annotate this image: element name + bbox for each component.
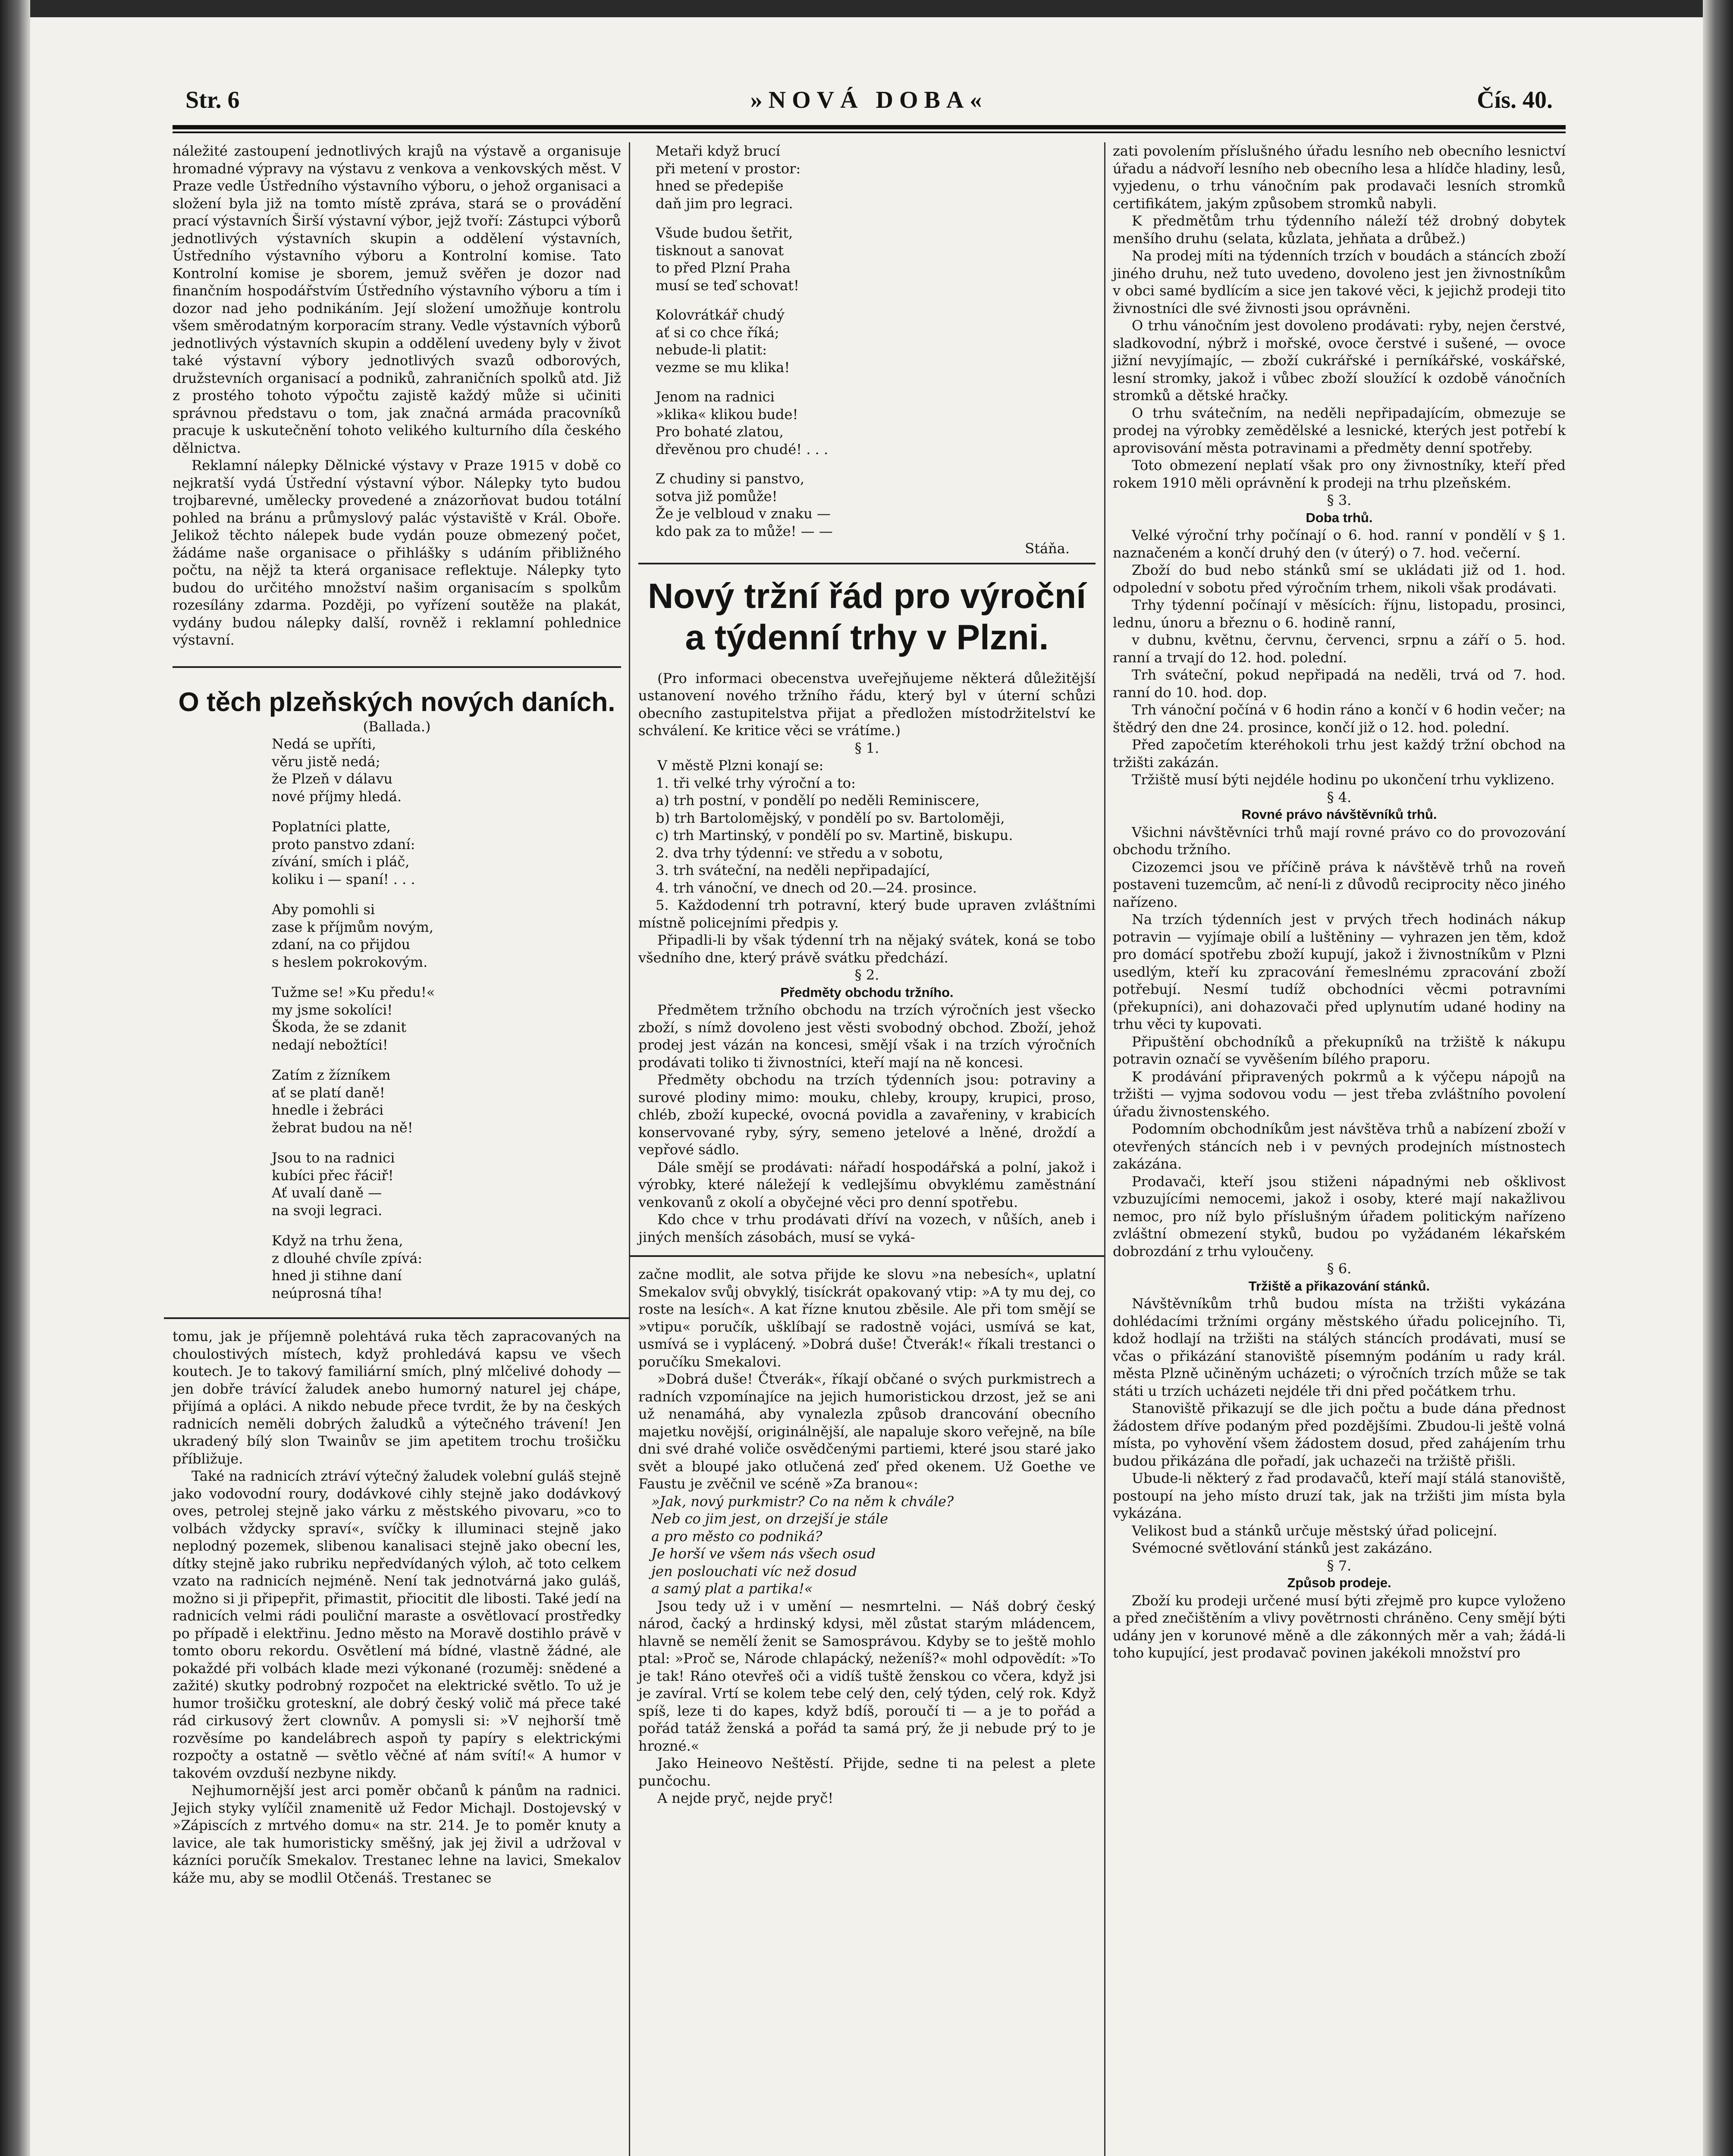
article-paragraph: Prodavači, kteří jsou stiženi nápadnými neb ošklivost vzbuzujícími nemocemi, jakož i osoby, které mají nakažlivou nemoc, pro níž bylo příslušným úřadem politickým nařízeno zvláštní obmezení styků, budou po vyžádaném lékařském dobrozdání z trhu vyloučeny. <box>1113 1173 1566 1260</box>
poem-line: Zatím z žízníkem <box>272 1067 391 1083</box>
newspaper-title: »NOVÁ DOBA« <box>750 87 988 113</box>
poem-line: dřevěnou pro chudé! . . . <box>656 441 829 458</box>
column-2 <box>638 142 1096 1807</box>
article-paragraph: Trh vánoční počíná v 6 hodin ráno a končí v 6 hodin večer; na štědrý den dne 24. prosince, končí již o 12. hod. polední. <box>1113 702 1566 736</box>
poem-stanza <box>272 901 621 971</box>
article-paragraph: Velké výroční trhy počínají o 6. hod. ranní v pondělí v § 1. naznačeném a končí druhý den (v úterý) o 7. hod. večerní. <box>1113 527 1566 561</box>
goethe-quote <box>638 1493 1096 1598</box>
page-header <box>173 78 1566 121</box>
scan-edge-left <box>0 0 30 2156</box>
article-paragraph: Dále smějí se prodávati: nářadí hospodářská a polní, jakož i výrobky, které náležejí k vedlejšímu obvyklému zaměstnání venkovanů z okolí a obyčejné věci pro denní spotřebu. <box>638 1159 1096 1210</box>
quote-line: a pro město co podniká? <box>651 1528 823 1545</box>
poem-stanza <box>272 1232 621 1302</box>
quote-line: Je horší ve všem nás všech osud <box>651 1545 876 1562</box>
section-title: Předměty obchodu tržního. <box>780 984 954 1000</box>
quote-line: jen poslouchati víc než dosud <box>651 1563 857 1579</box>
article-paragraph: Stanoviště přikazují se dle jich počtu a bude dána přednost žádostem dříve podaným před pozdějšími. Zbudou-li ještě volná místa, po vyhovění všem žádostem dosud, před zahájením trhu budou přikázána dle pořadí, jak uchazeči na tržiště přišli. <box>1113 1400 1566 1469</box>
poem-stanza <box>272 735 621 805</box>
article-paragraph: Připuštění obchodníků a překupníků na tržiště k nákupu potravin označí se vyvěšením bílého praporu. <box>1113 1033 1566 1067</box>
article-paragraph: Před započetím kteréhokoli trhu jest každý tržní obchod na tržišti zakázán. <box>1113 736 1566 771</box>
ballad-continuation <box>638 142 1096 540</box>
article-paragraph: Také na radnicích ztráví výtečný žaludek volební guláš stejně jako vodovodní roury, dodávkové cihly stejně jako dodávkový oves, petrolej stejně jako várku z městského pivovaru, »co to volbách vždycky spraví«, svíčky k illuminaci stejně jako neplodný pozemek, slibenou kanalisaci stejně jako obecní les, dítky stejně jako rubriku nepředvídaných výloh, ač toto celkem vzato na radnicích nejméně. Není tak jednotvárná jako guláš, možno si ji připepřit, přimastit, přiocitit dle libosti. Také jedí na radnicích velmi rádi pouliční maraste a osvětlovací prostředky po případě i elektřinu. Jedno město na Moravě dostihlo právě v tomto oboru rekordu. Osvětlení má bídné, vlastně žádné, ale pokaždé při volbách klade mezi výkonané (rozuměj: snědené a zažité) skutky podrobný rozpočet na elektrické světlo. To už je humor trošičku groteskní, ale dobrý český volič má přece také rád cirkusový žert clownův. A pomysli si: »V nejhorší tmě rozvěsíme po kandelábrech aspoň ty papíry s elektrickými rozpočty a ostatně — světlo věčné ať nám svítí!« A humor v takovém ovzduší nezbyne nikdy. <box>173 1468 621 1781</box>
poem-line: vezme se mu klika! <box>656 359 790 376</box>
poem-line: musí se teď schovat! <box>656 277 799 294</box>
section-title: Způsob prodeje. <box>1287 1575 1391 1590</box>
section-rule <box>164 1315 630 1319</box>
quote-line: »Jak, nový purkmistr? Co na něm k chvále? <box>651 1493 954 1510</box>
article-paragraph: Trhy týdenní počínají v měsících: říjnu, listopadu, prosinci, lednu, únoru a březnu o 6. hodině ranní, <box>1113 597 1566 631</box>
article-paragraph: Reklamní nálepky Dělnické výstavy v Praze 1915 v době co nejkratší vydá Ústřední výstavní výbor. Nálepky tyto budou trojbarevné, umělecky provedené a znázorňovat budou totální pohled na bránu a průmyslový palác výstaviště v Král. Oboře. Jelikož těchto nálepek bude vydán pouze obmezený počet, žádáme naše organisace o přihlášky s udáním přibližného počtu, na nějž ta která organisace reflektuje. Nálepky tyto budou do určitého množství našim organisacím s spolkům rozesílány zdarma. Později, po vyřízení soutěže na plakát, vydány budou nálepky další, rovněž i reklamní pohlednice výstavní. <box>173 457 621 648</box>
poem-stanza <box>656 142 1096 212</box>
poem-line: Metaři když brucí <box>656 143 780 159</box>
column-3 <box>1113 142 1566 1662</box>
article-paragraph: O trhu svátečním, na neděli nepřipadajícím, obmezuje se prodej na výrobky zemědělské a lesnické, kterých jest potřebí k aprovisování města potravinami a předměty denní spotřeby. <box>1113 404 1566 456</box>
section-rule <box>638 560 1096 564</box>
poem-line: Jenom na radnici <box>656 389 775 405</box>
page-number: Str. 6 <box>185 87 240 113</box>
poem-line: Pro bohaté zlatou, <box>656 423 784 440</box>
poem-line: to před Plzní Praha <box>656 260 791 276</box>
scan-edge-right <box>1703 0 1733 2156</box>
article-paragraph: Na trzích týdenních jest v prvých třech hodinách nákup potravin — vyjímaje obilí a luštěniny — vyhrazen jen těm, kdož pro domácí spotřebu zboží kupují, jakož i živnostníkům v Plzni usedlým, kteří ku zpracování řemeslnému zpracování zboží potřebují. Nesmí tudíž obchodníci věcmi potravními (překupníci), ani dohazovači před uplynutím udané hodiny na trhu věci ty kupovati. <box>1113 911 1566 1032</box>
section-title: Doba trhů. <box>1306 510 1373 525</box>
article-paragraph: Svémocné světlování stánků jest zakázáno. <box>1132 1540 1433 1556</box>
ballad-poem <box>173 735 621 1302</box>
article-paragraph: K prodávání připravených pokrmů a k výčepu nápojů na tržišti — vyjma sodovou vodu — jest třeba zvláštního povolení úřadu živnostenského. <box>1113 1068 1566 1120</box>
poem-stanza <box>272 818 621 888</box>
poem-line: Škoda, že se zdanit <box>272 1019 407 1035</box>
poem-line: Ať uvalí daně — <box>272 1185 382 1201</box>
poem-line: Jsou to na radnici <box>272 1150 395 1166</box>
ballad-subtitle: (Ballada.) <box>363 718 431 735</box>
poem-line: Kolovrátkář chudý <box>656 307 785 323</box>
article-paragraph: zati povolením příslušného úřadu lesního neb obecního lesnictví úřadu a nádvoří lesního neb obecního lesa a hlídče hladiny, lesů, vyjedenu, o trhu vánočním pak prodavači lesních stromků certifikátem, jakým způsobem stromků nabyli. <box>1113 143 1566 212</box>
article-paragraph: K předmětům trhu týdenního náleží též drobný dobytek menšího druhu (selata, kůzlata, jehňata a drůbež.) <box>1113 213 1566 247</box>
ballad-title: O těch plzeňských nových daních. <box>178 687 615 717</box>
poem-line: ať si co chce říká; <box>656 324 779 341</box>
poem-line: hned ji stihne daní <box>272 1267 402 1284</box>
scan-edge-top <box>0 0 1733 17</box>
section-title: Rovné právo návštěvníků trhů. <box>1241 807 1437 822</box>
article-paragraph: v dubnu, květnu, červnu, červenci, srpnu a září o 5. hod. ranní a trvají do 12. hod. polední. <box>1113 632 1566 666</box>
poem-line: že Plzeň v dálavu <box>272 771 393 787</box>
poem-stanza <box>656 388 1096 458</box>
article-paragraph: »Dobrá duše! Čtverák«, říkají občané o svých purkmistrech a radních vzpomínajíce na jejich humoristickou drzost, jež se ani už nenamáhá, aby vynalezla způsob drancování obecního majetku novější, originálnější, ale napaluje skoro veřejně, na bíle dni své drahé voliče osvědčenými partiemi, které jsou staré jako svět a bloupé jako otlučená zeď před okenem. Už Goethe ve Faustu je zvěčnil ve scéně »Za branou«: <box>638 1371 1096 1492</box>
poem-line: kdo pak za to může! — — <box>656 523 833 539</box>
column-divider-2 <box>1104 142 1105 2156</box>
section-title: Tržiště a přikazování stánků. <box>1248 1278 1430 1294</box>
list-item: c) trh Martinský, v pondělí po sv. Martině, biskupu. <box>656 827 1013 843</box>
poem-stanza <box>272 1149 621 1219</box>
poem-line: Nedá se upříti, <box>272 736 377 752</box>
list-item: 4. trh vánoční, ve dnech od 20.—24. prosince. <box>656 879 977 896</box>
poem-line: s heslem pokrokovým. <box>272 953 428 970</box>
poem-line: nebude-li platit: <box>656 342 767 358</box>
article-paragraph: Návštěvníkům trhů budou místa na tržišti vykázána dohlédacími tržními orgány městského úřadu policejního. Ti, kdož hodlají na tržišti na stálých stáncích prodávati, musí se včas o přikázání stanoviště písemným podáním u rady král. města Plzně učiněným ucházeti; o výročních trzích může se tak státi u trzích ucházeti nejdéle tři dni před počátkem trhu. <box>1113 1295 1566 1399</box>
poem-line: zívání, smích i pláč, <box>272 853 410 870</box>
quote-line: a samý plat a partika!« <box>651 1580 813 1597</box>
market-article-title: Nový tržní řád pro výroční a týdenní trhy v Plzni. <box>647 576 1086 657</box>
column-1 <box>173 142 621 1887</box>
article-paragraph: Velikost bud a stánků určuje městský úřad policejní. <box>1132 1522 1498 1539</box>
article-paragraph: Podomním obchodníkům jest návštěva trhů a nabízení zboží v otevřených stáncích neb i v pevných prodejních místnostech zakázána. <box>1113 1121 1566 1172</box>
poem-line: při metení v prostor: <box>656 160 801 177</box>
poem-line: neúprosná tíha! <box>272 1285 383 1301</box>
article-paragraph: Předmětem tržního obchodu na trzích výročních jest všecko zboží, s nímž dovoleno jest věsti svobodný obchod. Zboží, jehož prodej jest vázán na koncesi, smějí však i na trzích výročních prodávati toliko ti živnostníci, kteří mají na ně koncesi. <box>638 1002 1096 1071</box>
poem-signature: Stáňa. <box>1025 540 1070 557</box>
list-item: 5. Každodenní trh potravní, který bude upraven zvláštními místně policejními předpis y. <box>638 897 1096 931</box>
article-paragraph: Na prodej míti na týdenních trzích v boudách a stáncích zboží jiného druhu, než tuto uvedeno, dovoleno jest jen živnostníkům v obci samé bydlícím a sice jen takové věci, k jejichž prodeji tito živnostníci dle své živnosti jsou oprávněni. <box>1113 248 1566 317</box>
article-paragraph: začne modlit, ale sotva přijde ke slovu »na nebesích«, uplatní Smekalov svůj obvyklý, tisíckrát opakovaný vtip: »A ty mu dej, co roste na lesích«. A kat řízne knutou zběsile. Ale při tom smějí se »vtipu« poručík, ušklíbají se radostně vojáci, usmívá se kat, usmívá se i vyplácený. »Dobrá duše! Čtverák!« říkali trestanci o poručíku Smekalovi. <box>638 1266 1096 1370</box>
article-paragraph: Všichni návštěvníci trhů mají rovné právo co do provozování obchodu tržního. <box>1113 824 1566 858</box>
article-paragraph: O trhu vánočním jest dovoleno prodávati: ryby, nejen čerstvé, sladkovodní, nýbrž i mořské, ovoce čerstvé i sušené, — ovoce jižní nevyjímajíc, — zboží cukrářské i perníkářské, voskářské, lesní stromky, jakož i vůbec zboží sloužící k ozdobě vánočních stromků a dětské hračky. <box>1113 317 1566 404</box>
list-item: a) trh postní, v pondělí po neděli Reminiscere, <box>656 792 980 808</box>
quote-line: Neb co jim jest, on drzejší je stále <box>651 1510 888 1527</box>
section-number: § 3. <box>1327 492 1352 508</box>
poem-line: nedají nebožtíci! <box>272 1036 388 1053</box>
poem-line: sotva již pomůže! <box>656 488 778 505</box>
article-paragraph: V městě Plzni konají se: <box>657 757 824 774</box>
article-paragraph: Jsou tedy už i v umění — nesmrtelni. — Náš dobrý český národ, čacký a hrdinský kdysi, měl zůstat starým mládencem, hlavně se nemělí ženit se Samosprávou. Kdyby se to ještě mohlo ptal: »Proč se, Národe chlapácký, neženíš?« mohl odpovědít: »To je tak! Ráno otevřeš oči a vidíš tuště ženskou co včera, když jsi je zavíral. Vrtí se kolem tebe celý den, celý týden, celý rok. Když spíš, leze ti do kapes, když bdíš, poroučí ti — a je to pořád a pořád tatáž ženská a pořád ta samá prý, že ji nebude prý to je hrozné.« <box>638 1598 1096 1754</box>
article-paragraph: Připadli-li by však týdenní trh na nějaký svátek, koná se tobo všedního dne, který právě svátku předchází. <box>638 932 1096 966</box>
article-paragraph: Zboží ku prodeji určené musí býti zřejmě pro kupce vyloženo a před znečištěním a vlivy povětrnosti chráněno. Ceny smějí býti udány jen v korunové měně a dle zákonných měr a vah; žádá-li toho kupující, jest prodavač povinen jakékoli množství pro <box>1113 1592 1566 1661</box>
poem-line: Tužme se! »Ku předu!« <box>272 984 435 1000</box>
market-list <box>638 774 1096 932</box>
poem-line: z dlouhé chvíle zpívá: <box>272 1250 423 1266</box>
article-paragraph: Nejhumornější jest arci poměr občanů k pánům na radnici. Jejich styky vylíčil znamenitě už Fedor Michajl. Dostojevský v »Zápiscích z mrtvého domu« na str. 214. Je to poměr knuty a lavice, ale tak humoristicky směšný, jak jej živil a udržoval v kázníci poručík Smekalov. Trestanec lehne na lavici, Smekalov káže mu, aby se modlil Otčenáš. Trestanec se <box>173 1782 621 1886</box>
article-paragraph: Ubude-li některý z řad prodavačů, kteří mají stálá stanoviště, postoupí na jeho místo druzí tak, jak na tržišti jim místa byla vykázána. <box>1113 1470 1566 1521</box>
article-paragraph: tomu, jak je příjemně polehtává ruka těch zapracovaných na choulostivých místech, když prohledává kapsu ve všech koutech. Je to takový familiární smích, plný mlčelivé dohody — jen dobře trávící žaludek anebo humorný naturel jej chápe, přijímá a opláci. A nikdo nebude přece tvrdit, že by na českých radnicích neměli dobrých žaludků a výtečného trávení! Jen ukradený bílý slon Twainův se jim apetitem trochu trošičku příbližuje. <box>173 1328 621 1467</box>
poem-line: Z chudiny si panstvo, <box>656 470 804 487</box>
poem-line: hned se předepiše <box>656 178 784 194</box>
section-rule <box>173 649 621 668</box>
section-number: § 1. <box>854 740 879 756</box>
article-paragraph: Cizozemci jsou ve příčině práva k návštěvě trhů na roveň postaveni tuzemcům, ač není-li z důvodů reciprocity něco jiného nařízeno. <box>1113 859 1566 910</box>
header-rule-thin <box>173 132 1566 133</box>
section-number: § 2. <box>854 967 879 983</box>
poem-line: my jsme sokolíci! <box>272 1001 393 1018</box>
poem-line: kubíci přec řáciř! <box>272 1167 394 1184</box>
section-number: § 6. <box>1327 1260 1352 1277</box>
poem-line: nové příjmy hledá. <box>272 788 402 805</box>
list-item: 3. trh sváteční, na neděli nepřipadající, <box>656 862 930 878</box>
list-item: b) trh Bartolomějský, v pondělí po sv. Bartoloměji, <box>656 809 1005 826</box>
section-number: § 4. <box>1327 789 1352 805</box>
poem-stanza <box>656 224 1096 294</box>
column-divider-1 <box>629 142 630 2156</box>
poem-line: Že je velbloud v znaku — <box>656 505 831 522</box>
issue-number: Čís. 40. <box>1477 87 1553 113</box>
poem-line: zase k příjmům novým, <box>272 918 433 935</box>
poem-line: Všude budou šetřit, <box>656 225 793 241</box>
poem-line: ať se platí daně! <box>272 1084 385 1101</box>
article-paragraph: Kdo chce v trhu prodávati dříví na vozech, v nůších, aneb i jiných menších zásobách, musí se vyká- <box>638 1211 1096 1245</box>
article-paragraph: náležité zastoupení jednotlivých krajů na výstavě a organisuje hromadné výpravy na výstavu z venkova a venkovských měst. V Praze vedle Ústředního výstavního výboru, o jehož organisaci a složení byla již na tomto místě zpráva, stará se o provádění prací výstavních Širší výstavní výbor, jejž tvoří: Zástupci výborů jednotlivých výstavních skupin a oddělení výstavních, Ústředního výstavního výboru a Kontrolní komise. Tato Kontrolní komise je sborem, jemuž svěřen je dozor nad finančním hospodářstvím Ústředního výstavního výboru a tím i dozor nad jeho podnikáním. Její složení umožňuje kontrolu všem směrodatným korporacím strany. Vedle výstavních výborů jednotlivých výstavních skupin a oddělení uvedeny byly v život také výstavní výbory jednotlivých svazů odborových, družstevních organisací a podniků, zahraničních spolků atd. Již z prostého tohoto výpočtu zajistě každý může si učiniti správnou představu o tom, jak značná armáda pracovníků pracuje k uskutečnění tohoto velikého kulturního díla českého dělnictva. <box>173 143 621 456</box>
article-paragraph: Zboží do bud nebo stánků smí se ukládati již od 1. hod. odpolední v sobotu před výročním trhem, nikoli však prodávati. <box>1113 562 1566 596</box>
poem-line: na svoji legraci. <box>272 1202 383 1219</box>
poem-line: koliku i — spaní! . . . <box>272 871 415 887</box>
article-paragraph: Trh sváteční, pokud nepřipadá na neděli, trvá od 7. hod. ranní do 10. hod. dop. <box>1113 667 1566 701</box>
article-paragraph: Toto obmezení neplatí však pro ony živnostníky, kteří před rokem 1910 měli oprávnění k prodeji na trhu plzeňském. <box>1113 457 1566 491</box>
poem-line: Když na trhu žena, <box>272 1232 403 1249</box>
header-rule <box>173 125 1566 129</box>
article-paragraph: Tržiště musí býti nejdéle hodinu po ukončení trhu vyklizeno. <box>1132 771 1555 788</box>
poem-line: daň jim pro legraci. <box>656 195 793 212</box>
section-number: § 7. <box>1327 1557 1352 1574</box>
poem-line: Poplatníci platte, <box>272 818 391 835</box>
poem-line: »klika« klikou bude! <box>656 406 798 423</box>
section-rule <box>630 1253 1104 1257</box>
list-item: 2. dva trhy týdenní: ve středu a v sobotu, <box>656 844 943 861</box>
article-paragraph: Jako Heineovo Neštěstí. Přijde, sedne ti na pelest a plete punčochu. <box>638 1755 1096 1789</box>
article-intro: (Pro informaci obecenstva uveřejňujeme některá důležitější ustanovení nového tržního řádu, který byl v úterní schůzi obecního zastupitelstva přijat a předložen místodržitelství ke schválení. Ke kritice věci se vrátíme.) <box>638 670 1096 739</box>
poem-line: věru jistě nedá; <box>272 753 380 770</box>
poem-stanza <box>272 1066 621 1136</box>
poem-line: proto panstvo zdaní: <box>272 836 415 852</box>
list-item: 1. tři velké trhy výroční a to: <box>656 774 856 791</box>
poem-line: hnedle i žebráci <box>272 1102 384 1118</box>
article-paragraph: A nejde pryč, nejde pryč! <box>657 1790 834 1806</box>
poem-line: Aby pomohli si <box>272 901 375 918</box>
poem-stanza <box>272 984 621 1053</box>
article-paragraph: Předměty obchodu na trzích týdenních jsou: potraviny a surové plodiny mimo: mouku, chleby, kroupy, krupici, proso, chléb, zboží kupecké, ovocná povidla a zavařeniny, v krabicích konservované ryby, sýry, semeno jetelové a lněné, droždí a vepřové sádlo. <box>638 1072 1096 1158</box>
poem-line: zdaní, na co přijdou <box>272 936 411 953</box>
poem-line: tisknout a sanovat <box>656 242 784 259</box>
poem-stanza <box>656 470 1096 540</box>
poem-line: žebrat budou na ně! <box>272 1119 413 1136</box>
poem-stanza <box>656 306 1096 376</box>
